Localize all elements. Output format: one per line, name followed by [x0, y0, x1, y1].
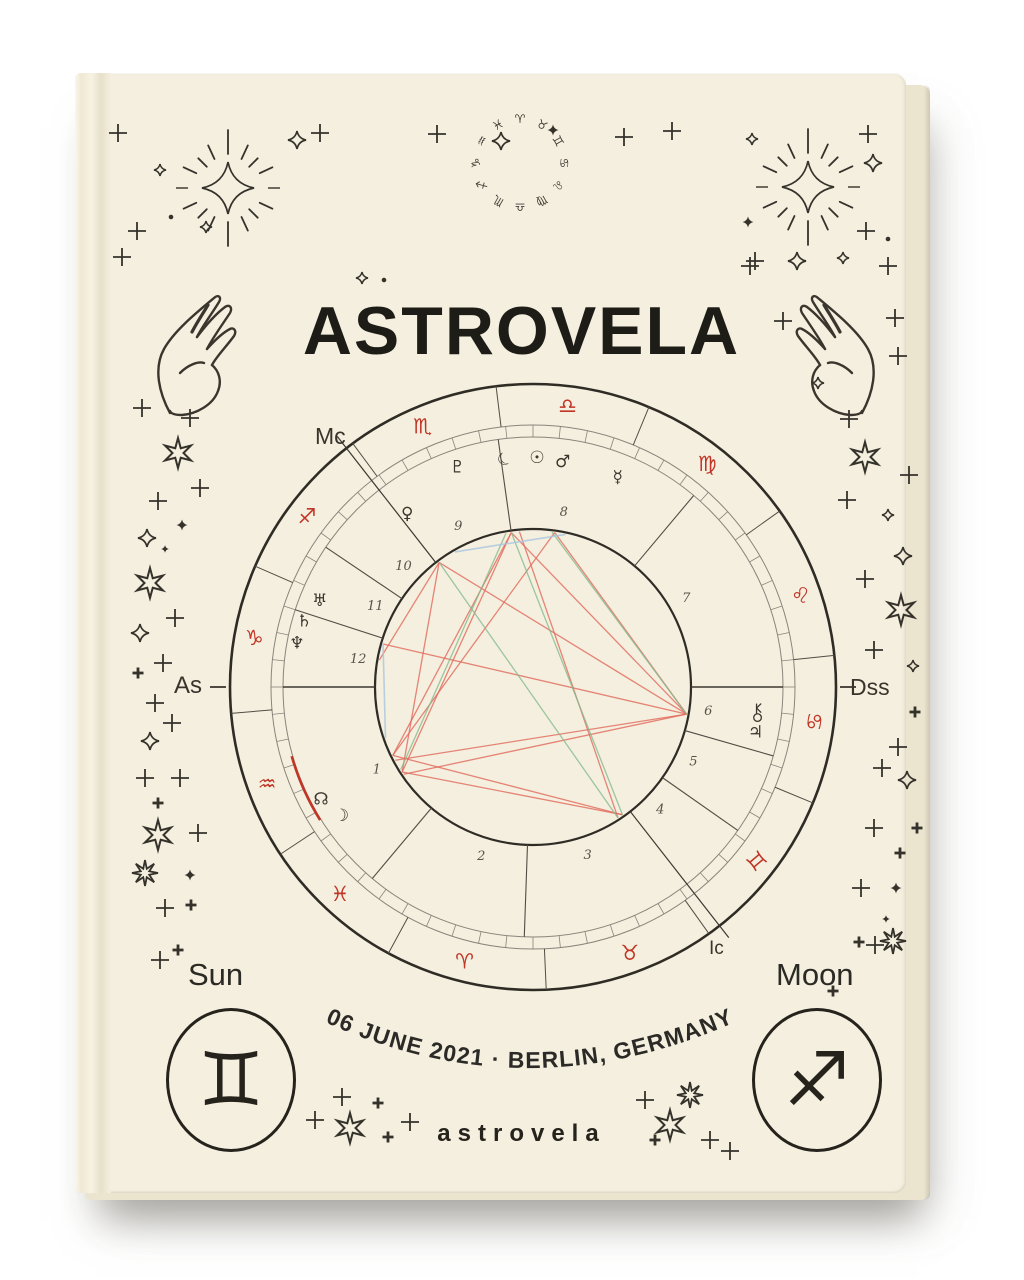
uranus-planet-icon: ♅: [312, 590, 328, 611]
house-number: 3: [583, 847, 592, 863]
gemini-sign-icon: ♊: [740, 846, 772, 877]
plus-sparkle-icon: [306, 119, 334, 147]
mini-zodiac-glyph: ♍: [533, 192, 551, 210]
dot-sparkle-icon: [370, 266, 398, 294]
mini-zodiac-glyph: ♏: [489, 192, 507, 210]
chart-mc-label: Mc: [315, 423, 346, 449]
plus-sparkle-icon: [151, 894, 179, 922]
jupiter-planet-icon: ♃: [747, 722, 764, 743]
mini-zodiac-glyph: ♊: [549, 132, 567, 150]
mercury-planet-icon: ☿: [612, 467, 623, 488]
natal-chart-wheel: [193, 347, 873, 1027]
lilith-planet-icon: ☾: [493, 447, 517, 473]
plus-sparkle-icon: [736, 252, 764, 280]
neptune-planet-icon: ♆: [289, 633, 305, 654]
house-number: 6: [704, 704, 713, 720]
mars-planet-icon: ♂: [555, 451, 571, 472]
capricorn-sign-icon: ♑: [244, 625, 264, 650]
small-diamond-star-icon: [829, 244, 857, 272]
pisces-sign-icon: ♓: [330, 881, 350, 906]
plus-sparkle-icon: [423, 120, 451, 148]
house-number: 10: [395, 558, 412, 574]
plus-sparkle-icon: [328, 1083, 356, 1111]
gemini-icon: ♊: [197, 1037, 265, 1123]
sagittarius-icon: ♐: [783, 1037, 851, 1123]
chiron-planet-icon: [754, 704, 762, 722]
house-number: 8: [559, 505, 568, 521]
moon-planet-icon: ☽: [333, 806, 350, 827]
cover-title: ASTROVELA: [302, 292, 741, 369]
plus-sparkle-icon: [108, 243, 136, 271]
moon-heading: Moon: [776, 957, 854, 992]
book-cover-mockup: [75, 73, 906, 1193]
bold-plus-sparkle-icon: [124, 659, 152, 687]
filled-star-icon: [151, 535, 179, 563]
house-number: 9: [454, 519, 463, 535]
plus-sparkle-icon: [149, 649, 177, 677]
mini-zodiac-glyph: ♋: [557, 157, 571, 169]
filled-star-icon: [734, 208, 762, 236]
house-number: 12: [349, 651, 367, 667]
saturn-planet-icon: ♄: [296, 611, 312, 632]
mini-zodiac-ring-icon: [458, 101, 582, 225]
taurus-sign-icon: ♉: [620, 940, 640, 965]
house-number: 11: [367, 599, 384, 615]
mini-zodiac-glyph: ♎: [514, 200, 526, 214]
mini-zodiac-glyph: ♌: [549, 176, 567, 194]
eight-point-star-icon: [125, 853, 165, 893]
diamond-star-icon: [136, 727, 164, 755]
mini-zodiac-glyph: ♑: [469, 157, 483, 169]
dot-sparkle-icon: [157, 203, 185, 231]
cancer-sign-icon: ♋: [801, 711, 827, 732]
venus-planet-icon: ♀: [400, 503, 414, 524]
diamond-star-icon: [889, 542, 917, 570]
mini-zodiac-glyph: ♐: [473, 176, 491, 194]
bold-plus-sparkle-icon: [364, 1089, 392, 1117]
six-point-star-icon: [158, 433, 198, 473]
mini-zodiac-glyph: ♈: [514, 112, 526, 126]
six-point-star-icon: [138, 815, 178, 855]
mini-zodiac-glyph: ♓: [489, 116, 507, 134]
plus-sparkle-icon: [610, 123, 638, 151]
plus-sparkle-icon: [658, 117, 686, 145]
aries-sign-icon: ♈: [455, 949, 474, 974]
plus-sparkle-icon: [131, 764, 159, 792]
diamond-star-icon: [126, 619, 154, 647]
date-location-text: 06 JUNE 2021 · BERLIN, GERMANY: [322, 1002, 738, 1074]
plus-sparkle-icon: [874, 252, 902, 280]
house-number: 4: [656, 802, 665, 818]
house-number: 5: [689, 754, 698, 770]
plus-sparkle-icon: [146, 946, 174, 974]
bold-plus-sparkle-icon: [903, 814, 931, 842]
sun-planet-icon: ☉: [529, 448, 545, 469]
six-point-star-icon: [130, 563, 170, 603]
big-radiant-star-icon: [153, 113, 303, 263]
bold-plus-sparkle-icon: [901, 698, 929, 726]
sun-heading: Sun: [188, 957, 244, 992]
leo-sign-icon: ♌: [788, 580, 813, 609]
bold-plus-sparkle-icon: [144, 789, 172, 817]
chart-descendant-label: Dss: [850, 674, 890, 700]
brand-wordmark: astrovela: [437, 1120, 606, 1147]
small-diamond-star-icon: [192, 213, 220, 241]
libra-sign-icon: ♎: [558, 394, 577, 419]
dot-sparkle-icon: [874, 225, 902, 253]
chart-ascendant-label: As: [174, 672, 203, 699]
plus-sparkle-icon: [166, 764, 194, 792]
small-diamond-star-icon: [899, 652, 927, 680]
plus-sparkle-icon: [104, 119, 132, 147]
plus-sparkle-icon: [161, 604, 189, 632]
filled-star-icon: [882, 874, 910, 902]
bold-plus-sparkle-icon: [886, 839, 914, 867]
six-point-star-icon: [881, 590, 921, 630]
north-node-planet-icon: ☊: [313, 789, 329, 810]
mini-zodiac-glyph: ♒: [473, 132, 491, 150]
sagittarius-sign-icon: ♐: [297, 504, 317, 529]
house-number: 7: [682, 591, 691, 606]
diamond-star-icon: [783, 247, 811, 275]
mini-zodiac-glyph: ♉: [533, 116, 551, 134]
plus-sparkle-icon: [895, 461, 923, 489]
diamond-star-icon: [893, 766, 921, 794]
plus-sparkle-icon: [123, 217, 151, 245]
small-diamond-star-icon: [874, 501, 902, 529]
aquarius-sign-icon: ♒: [257, 771, 277, 796]
book-front-cover: [75, 73, 906, 1193]
pluto-planet-icon: ♇: [449, 457, 466, 478]
house-number: 1: [372, 762, 381, 778]
chart-ic-label: Ic: [709, 938, 724, 959]
virgo-sign-icon: ♍: [697, 451, 717, 476]
house-number: 2: [477, 848, 486, 864]
scorpio-sign-icon: ♏: [413, 414, 432, 439]
